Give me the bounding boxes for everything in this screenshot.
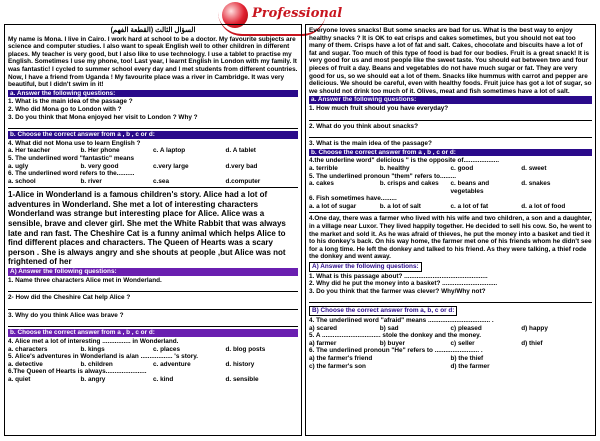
mcq-question: 4. What did not Mona use to learn English ?	[8, 139, 141, 147]
section-b2-header: b. Choose the correct answer from a , b , c or d:	[8, 329, 298, 337]
option: c) seller	[450, 339, 475, 347]
option: b) buyer	[379, 339, 405, 347]
mcq-options	[8, 163, 298, 171]
mcq-question: 4.the underline word" delicious " is the opposite of....................	[309, 157, 499, 165]
option: c. A laptop	[153, 147, 186, 155]
section-a2-header: A) Answer the following questions:	[8, 268, 298, 276]
question-1: 1. What is the main idea of the passage ?	[8, 98, 133, 106]
option: a) scared	[309, 324, 338, 332]
answer-line	[309, 114, 592, 121]
option: c. good	[450, 164, 474, 172]
question-2: 2- How did the Cheshire Cat help Alice ?	[8, 294, 131, 302]
passage-alice: 1-Alice in Wonderland is a famous children's story. Alice had a lot of adventures in Wonderland. She met a lot of interesting characters Wonderland was strange but interesting place for Alice. Alice was a sensible, brave and clever girl. She met the White Rabbit that was always late and ran fast. The Cheshire Cat is a funny animal which helps Alice to find different places and characters. The Queen of Hearts was a scary person . She is always angry and she shouts at people ,but Alice was not frightened of her	[8, 190, 286, 267]
option: d. history	[225, 360, 255, 368]
option: b. crisps and cakes	[379, 180, 439, 188]
option: a) farmer	[309, 339, 337, 347]
option: a. school	[8, 177, 36, 185]
option: b. river	[80, 177, 102, 185]
option: d. a lot of food	[521, 202, 566, 210]
option: a. a lot of sugar	[309, 202, 357, 210]
answer-line	[8, 320, 298, 327]
option: b) sad	[379, 324, 399, 332]
section-a2-header: A) Answer the following questions:	[309, 262, 422, 272]
option: d. sensible	[225, 375, 259, 383]
section-a-header: a. Answer the following questions:	[8, 90, 298, 98]
option: b. Her phone	[80, 147, 120, 155]
option: d. A tablet	[225, 147, 256, 155]
question-3: 3. Do you think that Mona enjoyed her visit to London ? Why ?	[8, 113, 198, 121]
mcq-options	[8, 147, 298, 155]
left-column	[4, 24, 302, 436]
mcq-options	[309, 203, 592, 211]
option: d. snakes	[521, 180, 551, 188]
mcq-question: 5. The underlined pronoun "them" refers to.........	[309, 172, 457, 180]
question-2: 2. Who did Mona go to London with ?	[8, 105, 122, 113]
question-2: 2. What do you think about snacks?	[309, 122, 419, 130]
mcq-question: 6. The underlined word refers to the..........	[8, 170, 135, 178]
option: a. detective	[8, 360, 43, 368]
logo-text: Professional	[252, 6, 343, 21]
right-column	[305, 24, 596, 436]
option: d.computer	[225, 177, 261, 185]
option: b. very good	[80, 162, 119, 170]
question-2: 2. Why did he put the money into a basket? ...............................	[309, 280, 498, 288]
option: b. angry	[80, 375, 106, 383]
mcq-options	[8, 376, 298, 384]
option: b. a lot of salt	[379, 202, 421, 210]
option: d) the farmer	[450, 362, 490, 370]
mcq-options	[309, 355, 592, 363]
answer-line	[8, 303, 298, 310]
mcq-question: 4. The underlined word "afraid" means ................................... .	[309, 317, 494, 324]
passage-mona: My name is Mona. I live in Cairo. I work hard at school to be a doctor. My favourite subjects are science and computer studies. I also want to speak English well to other children in different places. My teacher is very good, but I also like to use technology. I use a tablet to practise my English. Sometimes I use my phone, too! Last year, I learnt English in London with my family. It was fantastic! I cycled to summer school every day and I met students from different countries. Now, I have a friend from Uganda ! My favourite place was a river in Cambridge. It was very beautiful, but I didn't swim in it!	[8, 35, 298, 89]
question-1: 1. Name three characters Alice met in Wonderland.	[8, 276, 162, 284]
mcq-options	[8, 346, 298, 354]
mcq-options	[309, 165, 592, 173]
option: b) the thief	[450, 354, 484, 362]
option: b. kings	[80, 345, 105, 353]
option: c.sea	[153, 177, 169, 185]
mcq-question: 6.The Queen of Hearts is always.......................	[8, 368, 147, 376]
section-a-header: a. Answer the following questions:	[309, 96, 592, 104]
option: a. quiet	[8, 375, 31, 383]
option: d. blog posts	[225, 345, 266, 353]
divider	[8, 187, 298, 188]
mcq-options	[309, 363, 592, 371]
question-3: 3. Why do you think Alice was brave ?	[8, 311, 124, 319]
passage-snacks: Everyone loves snacks! But some snacks are bad for us. What is the best way to enjoy healthy snacks ? It is OK to eat crisps and cakes sometimes, but you should not eat too many of them. Crisps have a lot of fat and salt. Cakes, chocolate and biscuits have a lot of fat and sugar. Too much of this type of food is bad for our bodies. Fruit is a great snack! It is very good for us and most people like the sweet taste. You should eat between two and four pieces of fruit a day. Beans and vegetables do not have much sugar or fat. They are very good for us, so we should eat a lot of them. Snacks like hummus with carrot and pepper are delicious. We should be careful, even with healthy foods. Fruit juice has got a lot of sugar, so we should not drink too much of it. Olives, meat and fish sometimes have a lot of salt.	[309, 27, 592, 95]
option: d) thief	[521, 339, 543, 347]
option: a. ugly	[8, 162, 29, 170]
option: d. sweet	[521, 164, 547, 172]
section-b-header: b. Choose the correct answer from a , b , c or d:	[309, 149, 592, 157]
option: a. terrible	[309, 164, 338, 172]
mcq-question: 5. The underlined word "fantastic" means	[8, 154, 135, 162]
mcq-question: 6. The underlined pronoun "He" refers to ......................... .	[309, 347, 483, 355]
option: c. beans and vegetables	[450, 180, 490, 195]
mcq-question: 4. Alice met a lot of interesting ................ in Wonderland.	[8, 338, 179, 345]
option: b. children	[80, 360, 113, 368]
option: d) happy	[521, 324, 548, 332]
option: a. cakes	[309, 180, 334, 188]
option: c) pleased	[450, 324, 482, 332]
option: a. Her teacher	[8, 147, 51, 155]
passage-farmer: 4.One day, there was a farmer who lived with his wife and two children, a son and a daughter, in a village near Luxor. They lived happily together. He decided to sell his cow. So, he went to the market and sold it. As he was afraid of thieves, he put the money into a basket and tied it to his donkey's back. On his way home, the farmer met one of his friends whom he didn't see for a long time. He left the donkey and talked to his friend. As they were talking, a thief rode the donkey and went away.	[309, 215, 592, 261]
mcq-options	[8, 178, 298, 186]
mcq-options	[309, 340, 592, 348]
mcq-options	[8, 361, 298, 369]
answer-line	[8, 122, 298, 129]
option: c. a lot of fat	[450, 202, 489, 210]
question-1: 1. How much fruit should you have everyday?	[309, 104, 449, 112]
question-3: 3. What is the main idea of the passage?	[309, 140, 432, 148]
question-3: 3. Do you think that the farmer was clever? Why/Why not?	[309, 287, 486, 295]
arabic-title: السؤال الثالث (القطعة الفهم)	[110, 27, 196, 34]
option: c. kind	[153, 375, 174, 383]
option: c) the farmer's son	[309, 362, 366, 370]
divider	[309, 212, 592, 213]
answer-line	[309, 131, 592, 138]
question-1: 1. What is this passage about? ...............................................	[309, 272, 488, 280]
mcq-question: 5. A ................................. stole the donkey and the money.	[309, 332, 481, 340]
mcq-question: 6. Fish sometimes have.........	[309, 195, 397, 203]
option: a. characters	[8, 345, 48, 353]
mcq-options	[309, 180, 592, 195]
option: c.very large	[153, 162, 189, 170]
option: a) the farmer's friend	[309, 354, 373, 362]
mcq-options	[309, 325, 592, 333]
option: b. healthy	[379, 164, 410, 172]
section-b-header: b. Choose the correct answer from a , b , c or d:	[8, 131, 298, 139]
mcq-question: 5. Alice's adventures in Wonderland is a/an .................. 's story.	[8, 353, 199, 361]
option: c. adventure	[153, 360, 191, 368]
section-b2-header: B) Choose the correct answer from a, b, c or d:	[309, 306, 457, 316]
answer-line	[309, 296, 592, 303]
option: c. places	[153, 345, 181, 353]
answer-line	[8, 285, 298, 292]
option: d.very bad	[225, 162, 258, 170]
